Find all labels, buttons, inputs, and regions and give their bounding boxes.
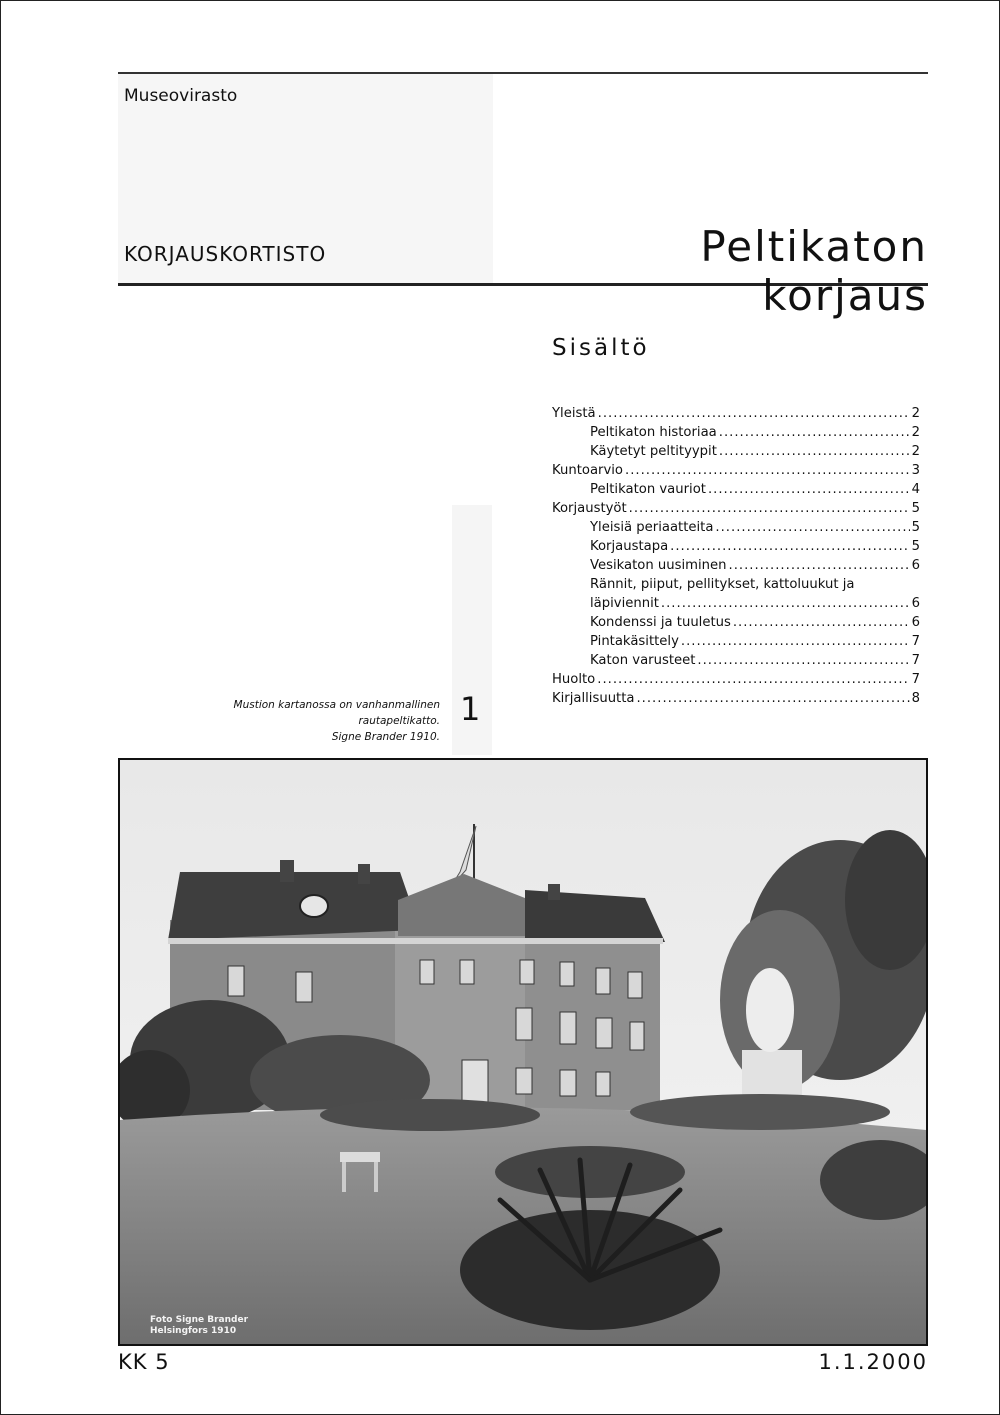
series-title: KORJAUSKORTISTO [124,242,327,266]
top-rule [118,72,928,74]
toc-entry-label: Yleisiä periaatteita [590,520,714,535]
toc-entry [552,537,920,556]
toc-heading: Sisältö [552,335,650,361]
toc-entry [552,404,920,423]
toc-leader-dots [629,499,910,518]
toc-entry-label: Huolto [552,672,596,687]
toc-entry-label: Peltikaton vauriot [590,482,706,497]
toc-leader-dots [733,613,910,632]
toc-leader-dots [636,689,909,708]
toc-leader-dots [719,423,910,442]
caption-line: Signe Brander 1910. [331,731,440,743]
toc-entry-page: 8 [911,691,920,706]
toc-entry-label: Yleistä [552,406,596,421]
toc-entry [552,670,920,689]
table-of-contents [552,404,920,708]
toc-entry-page: 7 [911,672,920,687]
toc-entry-page: 5 [911,520,920,535]
toc-leader-dots [715,518,909,537]
manor-photo-illustration [120,760,926,1344]
toc-entry-label: Peltikaton historiaa [590,425,717,440]
toc-leader-dots [598,404,910,423]
toc-entry [552,651,920,670]
card-code: KK 5 [118,1350,170,1374]
figure-caption [150,697,440,745]
toc-entry [552,518,920,537]
toc-leader-dots [719,442,910,461]
toc-entry-page: 6 [911,558,920,573]
toc-entry [552,632,920,651]
toc-entry [552,594,920,613]
toc-entry-label: Korjaustyöt [552,501,627,516]
toc-entry-page: 3 [911,463,920,478]
toc-entry [552,461,920,480]
photo-credit [150,1315,248,1337]
toc-entry-page: 2 [911,406,920,421]
figure-number: 1 [460,690,481,728]
credit-line: Helsingfors 1910 [150,1326,237,1336]
toc-entry [552,480,920,499]
toc-leader-dots [697,651,909,670]
toc-entry-label: Kuntoarvio [552,463,623,478]
toc-entry-label: Katon varusteet [590,653,696,668]
toc-leader-dots [681,632,910,651]
toc-entry-label: Käytetyt peltityypit [590,444,717,459]
toc-entry [552,556,920,575]
toc-leader-dots [729,556,910,575]
publication-date: 1.1.2000 [818,1350,928,1374]
toc-entry-label: Pintakäsittely [590,634,679,649]
toc-entry-page: 5 [911,539,920,554]
manor-photo [118,758,928,1346]
caption-line: rautapeltikatto. [358,715,440,727]
caption-line: Mustion kartanossa on vanhanmallinen [233,699,440,711]
credit-line: Foto Signe Brander [150,1315,249,1325]
publisher-name: Museovirasto [124,86,238,106]
page-title: Peltikaton korjaus [700,222,928,320]
toc-entry-page: 2 [911,425,920,440]
toc-entry-page: 2 [911,444,920,459]
toc-leader-dots [625,461,910,480]
toc-entry-page: 4 [911,482,920,497]
toc-leader-dots [708,480,910,499]
toc-entry [552,499,920,518]
toc-entry-page: 7 [911,653,920,668]
toc-entry-page: 5 [911,501,920,516]
toc-entry-page: 6 [911,615,920,630]
toc-entry-label: Vesikaton uusiminen [590,558,727,573]
toc-entry [552,613,920,632]
toc-leader-dots [670,537,909,556]
toc-entry-label: Korjaustapa [590,539,669,554]
toc-entry-label: läpiviennit [590,596,659,611]
toc-entry-page: 6 [911,596,920,611]
toc-entry-page: 7 [911,634,920,649]
toc-entry [552,423,920,442]
toc-leader-dots [597,670,909,689]
toc-entry-label: Kirjallisuutta [552,691,635,706]
toc-leader-dots [661,594,910,613]
toc-entry-label: Kondenssi ja tuuletus [590,615,731,630]
toc-entry [552,442,920,461]
toc-entry [552,689,920,708]
toc-entry-label-line: Rännit, piiput, pellitykset, kattoluukut ja [590,577,855,592]
